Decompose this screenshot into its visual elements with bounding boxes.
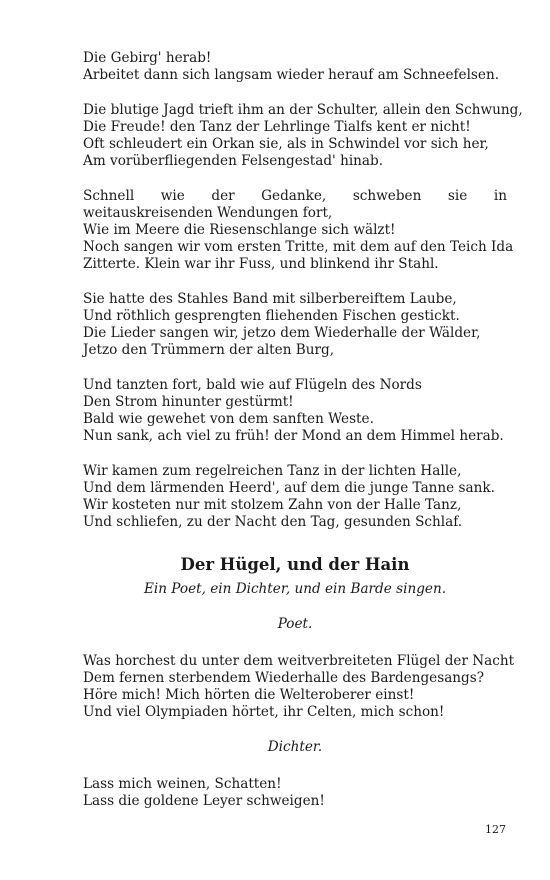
speaker-heading-poet: Poet. <box>277 616 313 632</box>
verse-line: Den Strom hinunter gestürmt! <box>83 394 294 410</box>
speaker-heading-dichter: Dichter. <box>267 739 323 755</box>
verse-line: Nun sank, ach viel zu früh! der Mond an dem Himmel herab. <box>83 428 504 444</box>
verse-line: Am vorüberfliegenden Felsengestad' hinab. <box>83 153 384 169</box>
verse-line: Die Lieder sangen wir, jetzo dem Wiederhalle der Wälder, <box>83 325 481 341</box>
stanza-6 <box>83 463 513 531</box>
stanza-poet <box>83 653 513 721</box>
verse-line: Arbeitet dann sich langsam wieder herauf am Schneefelsen. <box>83 67 500 83</box>
stanza-2 <box>83 102 523 170</box>
verse-line: Zitterte. Klein war ihr Fuss, und blinkend ihr Stahl. <box>83 256 439 272</box>
verse-line: Und röthlich gesprengten fliehenden Fischen gestickt. <box>83 308 460 324</box>
page-number: 127 <box>485 823 506 836</box>
poem-title: Der Hügel, und der Hain <box>180 555 410 574</box>
verse-line: Noch sangen wir vom ersten Tritte, mit dem auf den Teich Ida <box>83 239 514 255</box>
verse-line: Oft schleudert ein Orkan sie, als in Schwindel vor sich her, <box>83 136 489 152</box>
verse-line: Und schliefen, zu der Nacht den Tag, gesunden Schlaf. <box>83 514 463 530</box>
poem-subtitle: Ein Poet, ein Dichter, und ein Barde singen. <box>143 581 447 597</box>
verse-line: Und viel Olympiaden hörtet, ihr Celten, mich schon! <box>83 704 445 720</box>
verse-line: Höre mich! Mich hörten die Welteroberer einst! <box>83 687 415 703</box>
verse-line: Wir kosteten nur mit stolzem Zahn von der Halle Tanz, <box>83 497 462 513</box>
verse-line: Schnell wie der Gedanke, schweben sie in weitauskreisenden Wendungen fort, <box>83 188 507 221</box>
stanza-1 <box>83 50 513 84</box>
stanza-4 <box>83 291 513 359</box>
verse-line: Die Freude! den Tanz der Lehrlinge Tialfs kent er nicht! <box>83 119 471 135</box>
verse-line: Lass mich weinen, Schatten! <box>83 776 282 792</box>
verse-line: Die Gebirg' herab! <box>83 50 212 66</box>
verse-line: Dem fernen sterbendem Wiederhalle des Bardengesangs? <box>83 670 485 686</box>
stanza-5 <box>83 377 513 445</box>
verse-line: Jetzo den Trümmern der alten Burg, <box>83 342 335 358</box>
stanza-dichter <box>83 776 513 810</box>
verse-line: Bald wie gewehet von dem sanften Weste. <box>83 411 374 427</box>
stanza-3 <box>83 188 513 273</box>
verse-line: Sie hatte des Stahles Band mit silberbereiftem Laube, <box>83 291 457 307</box>
verse-line: Was horchest du unter dem weitverbreiteten Flügel der Nacht <box>83 653 515 669</box>
verse-line: Und dem lärmenden Heerd', auf dem die junge Tanne sank. <box>83 480 495 496</box>
page-content <box>83 50 523 828</box>
verse-line: Lass die goldene Leyer schweigen! <box>83 793 325 809</box>
verse-line: Die blutige Jagd trieft ihm an der Schulter, allein den Schwung, <box>83 102 523 118</box>
verse-line: Und tanzten fort, bald wie auf Flügeln des Nords <box>83 377 422 393</box>
verse-line: Wir kamen zum regelreichen Tanz in der lichten Halle, <box>83 463 462 479</box>
verse-line: Wie im Meere die Riesenschlange sich wälzt! <box>83 222 396 238</box>
